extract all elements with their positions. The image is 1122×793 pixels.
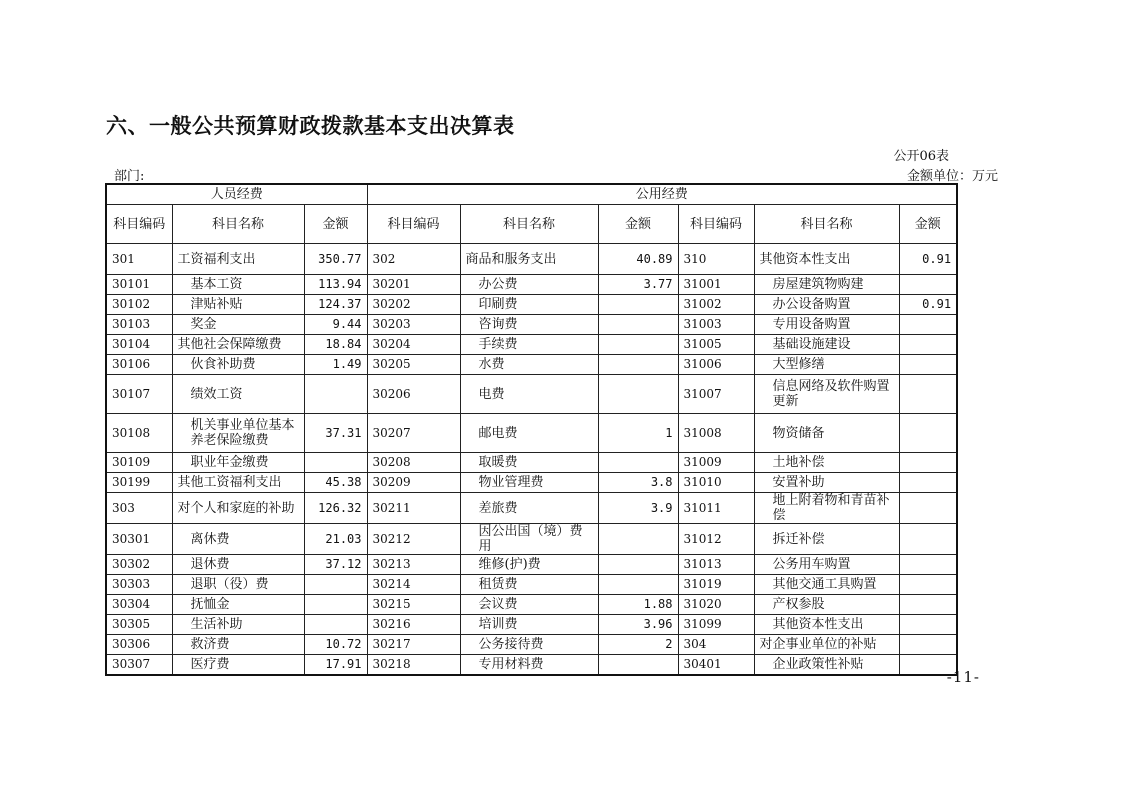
cell-name: 工资福利支出 — [172, 244, 304, 275]
cell-name: 印刷费 — [460, 295, 598, 315]
form-number: 公开06表 — [893, 149, 949, 164]
cell-code: 30211 — [367, 493, 460, 524]
cell-code: 30208 — [367, 453, 460, 473]
cell-name: 其他交通工具购置 — [754, 575, 899, 595]
cell-amount — [899, 355, 957, 375]
cell-code: 30401 — [678, 655, 754, 676]
cell-name: 安置补助 — [754, 473, 899, 493]
cell-code: 31002 — [678, 295, 754, 315]
cell-code: 31099 — [678, 615, 754, 635]
cell-amount — [598, 453, 678, 473]
cell-code: 30207 — [367, 414, 460, 453]
cell-code: 30106 — [106, 355, 172, 375]
cell-name: 邮电费 — [460, 414, 598, 453]
cell-code: 304 — [678, 635, 754, 655]
table-row — [106, 595, 957, 615]
table-row — [106, 335, 957, 355]
cell-code: 31020 — [678, 595, 754, 615]
cell-name: 会议费 — [460, 595, 598, 615]
cell-code: 30201 — [367, 275, 460, 295]
table-row — [106, 414, 957, 453]
cell-amount — [899, 555, 957, 575]
cell-code: 30301 — [106, 524, 172, 555]
col-code-1: 科目编码 — [106, 205, 172, 244]
cell-code: 30303 — [106, 575, 172, 595]
table-row — [106, 615, 957, 635]
cell-amount: 40.89 — [598, 244, 678, 275]
cell-amount — [598, 355, 678, 375]
cell-code: 302 — [367, 244, 460, 275]
cell-amount — [598, 315, 678, 335]
cell-code: 30216 — [367, 615, 460, 635]
cell-code: 30217 — [367, 635, 460, 655]
cell-amount: 124.37 — [304, 295, 367, 315]
cell-name: 因公出国（境）费用 — [460, 524, 598, 555]
cell-code: 30205 — [367, 355, 460, 375]
cell-code: 30204 — [367, 335, 460, 355]
cell-amount — [899, 335, 957, 355]
cell-code: 30206 — [367, 375, 460, 414]
cell-amount: 2 — [598, 635, 678, 655]
cell-name: 专用材料费 — [460, 655, 598, 676]
cell-amount: 18.84 — [304, 335, 367, 355]
cell-code: 31003 — [678, 315, 754, 335]
cell-amount — [899, 615, 957, 635]
table-row — [106, 473, 957, 493]
cell-name: 机关事业单位基本养老保险缴费 — [172, 414, 304, 453]
cell-name: 租赁费 — [460, 575, 598, 595]
cell-code: 30203 — [367, 315, 460, 335]
cell-code: 31008 — [678, 414, 754, 453]
cell-name: 生活补助 — [172, 615, 304, 635]
cell-name: 抚恤金 — [172, 595, 304, 615]
cell-name: 维修(护)费 — [460, 555, 598, 575]
cell-code: 30215 — [367, 595, 460, 615]
cell-code: 31019 — [678, 575, 754, 595]
cell-name: 专用设备购置 — [754, 315, 899, 335]
cell-name: 手续费 — [460, 335, 598, 355]
cell-amount — [598, 555, 678, 575]
table-row — [106, 524, 957, 555]
cell-amount: 37.31 — [304, 414, 367, 453]
cell-amount: 1.88 — [598, 595, 678, 615]
cell-code: 30209 — [367, 473, 460, 493]
cell-amount — [304, 575, 367, 595]
col-code-2: 科目编码 — [367, 205, 460, 244]
cell-name: 离休费 — [172, 524, 304, 555]
cell-name: 电费 — [460, 375, 598, 414]
cell-amount: 9.44 — [304, 315, 367, 335]
col-amount-2: 金额 — [598, 205, 678, 244]
cell-amount: 126.32 — [304, 493, 367, 524]
cell-code: 30104 — [106, 335, 172, 355]
cell-name: 奖金 — [172, 315, 304, 335]
cell-amount: 3.8 — [598, 473, 678, 493]
cell-code: 31013 — [678, 555, 754, 575]
cell-name: 对个人和家庭的补助 — [172, 493, 304, 524]
cell-amount — [899, 493, 957, 524]
unit-label: 金额单位：万元 — [906, 169, 998, 184]
cell-name: 其他工资福利支出 — [172, 473, 304, 493]
cell-name: 退休费 — [172, 555, 304, 575]
cell-code: 30199 — [106, 473, 172, 493]
cell-code: 30102 — [106, 295, 172, 315]
cell-name: 企业政策性补贴 — [754, 655, 899, 676]
cell-code: 30109 — [106, 453, 172, 473]
cell-name: 救济费 — [172, 635, 304, 655]
cell-name: 产权参股 — [754, 595, 899, 615]
cell-code: 301 — [106, 244, 172, 275]
cell-code: 30218 — [367, 655, 460, 676]
cell-name: 差旅费 — [460, 493, 598, 524]
cell-name: 咨询费 — [460, 315, 598, 335]
table-row — [106, 375, 957, 414]
cell-name: 办公费 — [460, 275, 598, 295]
cell-amount — [598, 375, 678, 414]
table-row — [106, 493, 957, 524]
col-amount-3: 金额 — [899, 205, 957, 244]
cell-name: 其他资本性支出 — [754, 244, 899, 275]
cell-name: 基本工资 — [172, 275, 304, 295]
cell-code: 31009 — [678, 453, 754, 473]
cell-amount: 113.94 — [304, 275, 367, 295]
cell-amount — [304, 453, 367, 473]
cell-code: 31007 — [678, 375, 754, 414]
header-row-columns — [106, 205, 957, 244]
cell-name: 公务用车购置 — [754, 555, 899, 575]
cell-name: 津贴补贴 — [172, 295, 304, 315]
cell-name: 伙食补助费 — [172, 355, 304, 375]
cell-amount: 3.96 — [598, 615, 678, 635]
cell-amount: 10.72 — [304, 635, 367, 655]
cell-name: 商品和服务支出 — [460, 244, 598, 275]
table-body — [106, 244, 957, 676]
cell-amount — [899, 414, 957, 453]
table-row — [106, 575, 957, 595]
cell-amount — [899, 275, 957, 295]
cell-name: 职业年金缴费 — [172, 453, 304, 473]
cell-code: 310 — [678, 244, 754, 275]
cell-amount — [598, 655, 678, 676]
cell-amount: 3.9 — [598, 493, 678, 524]
cell-name: 拆迁补偿 — [754, 524, 899, 555]
cell-amount: 1.49 — [304, 355, 367, 375]
cell-code: 30305 — [106, 615, 172, 635]
cell-code: 31006 — [678, 355, 754, 375]
cell-amount: 17.91 — [304, 655, 367, 676]
cell-name: 基础设施建设 — [754, 335, 899, 355]
cell-code: 303 — [106, 493, 172, 524]
cell-name: 信息网络及软件购置更新 — [754, 375, 899, 414]
page-number: -11- — [946, 668, 980, 686]
personnel-header: 人员经费 — [106, 184, 367, 205]
cell-amount: 1 — [598, 414, 678, 453]
cell-name: 办公设备购置 — [754, 295, 899, 315]
cell-code: 30108 — [106, 414, 172, 453]
cell-code: 30101 — [106, 275, 172, 295]
col-name-2: 科目名称 — [460, 205, 598, 244]
cell-amount — [899, 635, 957, 655]
cell-name: 房屋建筑物购建 — [754, 275, 899, 295]
cell-amount — [899, 375, 957, 414]
cell-amount — [304, 595, 367, 615]
cell-name: 大型修缮 — [754, 355, 899, 375]
cell-name: 物业管理费 — [460, 473, 598, 493]
table-row — [106, 244, 957, 275]
table-row — [106, 635, 957, 655]
header-row-group — [106, 184, 957, 205]
col-name-1: 科目名称 — [172, 205, 304, 244]
cell-code: 30307 — [106, 655, 172, 676]
cell-name: 其他资本性支出 — [754, 615, 899, 635]
page-title: 六、一般公共预算财政拨款基本支出决算表 — [106, 114, 515, 138]
cell-name: 其他社会保障缴费 — [172, 335, 304, 355]
cell-amount — [899, 595, 957, 615]
cell-code: 31011 — [678, 493, 754, 524]
col-name-3: 科目名称 — [754, 205, 899, 244]
cell-amount — [899, 315, 957, 335]
cell-amount — [304, 615, 367, 635]
table-row — [106, 315, 957, 335]
cell-amount: 0.91 — [899, 244, 957, 275]
cell-name: 医疗费 — [172, 655, 304, 676]
cell-name: 绩效工资 — [172, 375, 304, 414]
cell-code: 31005 — [678, 335, 754, 355]
table-row — [106, 453, 957, 473]
cell-code: 30212 — [367, 524, 460, 555]
cell-code: 31012 — [678, 524, 754, 555]
table-row — [106, 355, 957, 375]
cell-name: 水费 — [460, 355, 598, 375]
cell-amount: 37.12 — [304, 555, 367, 575]
cell-code: 30103 — [106, 315, 172, 335]
cell-amount — [598, 575, 678, 595]
cell-amount: 350.77 — [304, 244, 367, 275]
cell-amount — [899, 473, 957, 493]
cell-amount — [899, 575, 957, 595]
table-row — [106, 275, 957, 295]
cell-code: 31010 — [678, 473, 754, 493]
cell-name: 公务接待费 — [460, 635, 598, 655]
cell-amount: 3.77 — [598, 275, 678, 295]
cell-amount — [598, 295, 678, 315]
cell-name: 物资储备 — [754, 414, 899, 453]
col-amount-1: 金额 — [304, 205, 367, 244]
public-header: 公用经费 — [367, 184, 957, 205]
cell-amount — [899, 524, 957, 555]
cell-code: 30107 — [106, 375, 172, 414]
cell-amount — [899, 453, 957, 473]
table-row — [106, 555, 957, 575]
col-code-3: 科目编码 — [678, 205, 754, 244]
cell-name: 土地补偿 — [754, 453, 899, 473]
cell-code: 30214 — [367, 575, 460, 595]
cell-name: 地上附着物和青苗补偿 — [754, 493, 899, 524]
cell-amount: 21.03 — [304, 524, 367, 555]
cell-name: 培训费 — [460, 615, 598, 635]
cell-amount — [598, 524, 678, 555]
cell-code: 30304 — [106, 595, 172, 615]
cell-name: 退职（役）费 — [172, 575, 304, 595]
cell-code: 31001 — [678, 275, 754, 295]
cell-code: 30306 — [106, 635, 172, 655]
cell-amount: 0.91 — [899, 295, 957, 315]
cell-name: 取暖费 — [460, 453, 598, 473]
cell-code: 30302 — [106, 555, 172, 575]
cell-amount — [598, 335, 678, 355]
cell-name: 对企事业单位的补贴 — [754, 635, 899, 655]
department-label: 部门: — [114, 169, 145, 184]
table-row — [106, 295, 957, 315]
cell-code: 30213 — [367, 555, 460, 575]
table-row — [106, 655, 957, 676]
cell-code: 30202 — [367, 295, 460, 315]
cell-amount — [304, 375, 367, 414]
expenditure-table — [105, 183, 958, 676]
cell-amount: 45.38 — [304, 473, 367, 493]
